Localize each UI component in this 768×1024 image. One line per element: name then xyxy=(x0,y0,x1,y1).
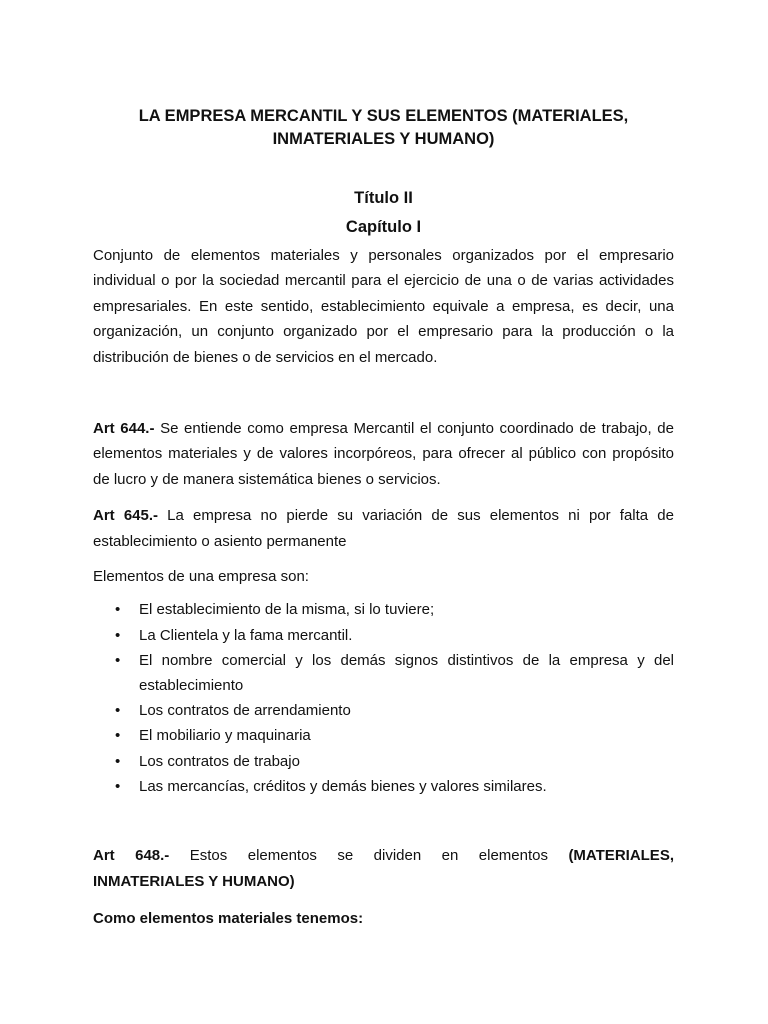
list-item-text: Los contratos de trabajo xyxy=(139,752,300,770)
list-item-text: La Clientela y la fama mercantil. xyxy=(139,626,353,644)
bullet-icon: • xyxy=(115,727,121,745)
titulo-heading: Título II xyxy=(354,189,413,207)
elements-list xyxy=(93,597,674,799)
capitulo-heading: Capítulo I xyxy=(345,218,422,236)
bullet-icon: • xyxy=(115,702,121,720)
list-item xyxy=(93,698,674,723)
article-645-text: La empresa no pierde su variación de sus elementos ni por falta de establecimiento o asiento permanente xyxy=(93,507,674,550)
elements-intro: Elementos de una empresa son: xyxy=(93,568,309,586)
article-648 xyxy=(93,843,674,894)
article-644-text: Se entiende como empresa Mercantil el conjunto coordinado de trabajo, de elementos materiales y de valores incorpóreos, para ofrecer al público con propósito de lucro y de manera sistemática bienes o servicios. xyxy=(93,420,674,488)
list-item xyxy=(93,597,674,622)
article-645-label: Art 645.- xyxy=(93,507,159,525)
list-item xyxy=(93,623,674,648)
list-item xyxy=(93,749,674,774)
list-item-text: El mobiliario y maquinaria xyxy=(139,727,311,745)
list-item-text: Los contratos de arrendamiento xyxy=(139,702,351,720)
list-item-text: El nombre comercial y los demás signos distintivos de la empresa y del establecimiento xyxy=(139,651,674,695)
intro-paragraph: Conjunto de elementos materiales y personales organizados por el empresario individual o por la sociedad mercantil para el ejercicio de una o de varias actividades empresariales. En este sentido, establecimiento equivale a empresa, es decir, una organización, un conjunto organizado por el empresario para la producción o la distribución de bienes o de servicios en el mercado. xyxy=(93,247,674,366)
article-644 xyxy=(93,416,674,492)
bullet-icon: • xyxy=(115,651,121,669)
list-item xyxy=(93,648,674,698)
list-item xyxy=(93,723,674,748)
list-item xyxy=(93,774,674,799)
document-title-line-2: INMATERIALES Y HUMANO) xyxy=(272,130,495,148)
bullet-icon: • xyxy=(115,601,121,619)
article-648-first-line xyxy=(93,843,674,868)
document-title-line-1: LA EMPRESA MERCANTIL Y SUS ELEMENTOS (MATERIALES, xyxy=(138,107,629,125)
bullet-icon: • xyxy=(115,752,121,770)
article-648-emphasis-1: (MATERIALES, xyxy=(568,847,674,865)
article-648-emphasis-2: INMATERIALES Y HUMANO) xyxy=(93,872,295,890)
article-644-label: Art 644.- xyxy=(93,420,155,438)
bullet-icon: • xyxy=(115,777,121,795)
article-648-label: Art 648.- xyxy=(93,847,170,865)
list-item-text: Las mercancías, créditos y demás bienes y valores similares. xyxy=(139,777,547,795)
article-648-text: Estos elementos se dividen en elementos xyxy=(169,847,569,865)
document-title xyxy=(93,105,674,151)
article-645 xyxy=(93,503,674,554)
materiales-heading: Como elementos materiales tenemos: xyxy=(93,909,364,927)
bullet-icon: • xyxy=(115,626,121,644)
list-item-text: El establecimiento de la misma, si lo tuviere; xyxy=(139,601,435,619)
